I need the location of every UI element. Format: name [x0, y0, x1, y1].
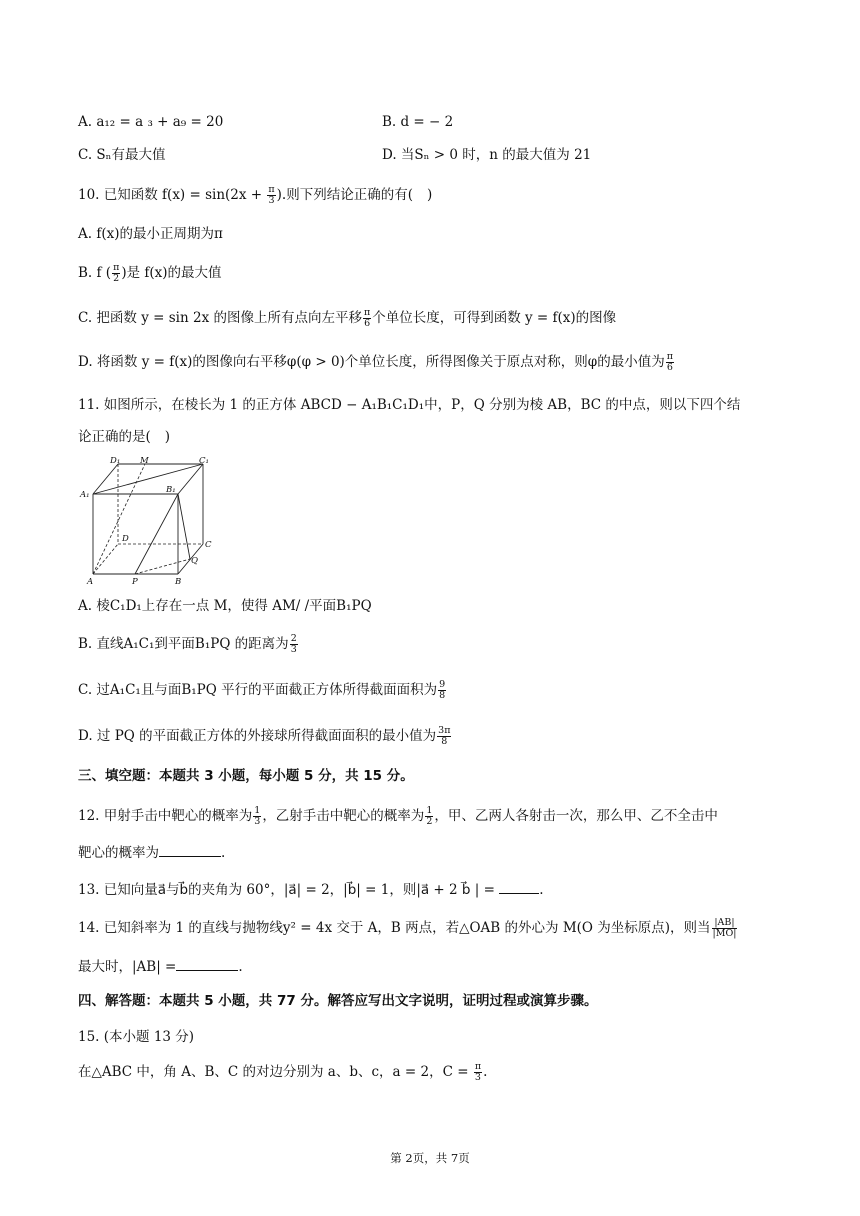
q10-stem: [78, 185, 432, 206]
q14-line2-text: 最大时，|AB| =: [78, 959, 177, 975]
q13-text: 13. 已知向量a⃗与b⃗的夹角为 60°，|a⃗| = 2，|b⃗| = 1，则|a⃗ + 2 b⃗ | =: [78, 882, 495, 898]
q10-option-c: [78, 308, 616, 329]
fraction-denominator: 2: [426, 816, 433, 827]
hidden-segment-p-q: [135, 559, 190, 574]
fraction-numerator: π: [666, 351, 674, 362]
fraction-numerator: π: [113, 262, 120, 273]
q14-line1-pre: 14. 已知斜率为 1 的直线与抛物线y² = 4x 交于 A，B 两点，若△OAB 的外心为 M(O 为坐标原点)，则当: [78, 920, 711, 936]
q10-stem-arg-pre: (2x +: [225, 187, 267, 203]
q15-body-end: .: [483, 1064, 488, 1080]
q12-line1-post: ，甲、乙两人各射击一次，那么甲、乙不全击中: [434, 808, 718, 824]
q10-option-b-pre: B. f: [78, 265, 102, 281]
label-b1: B₁: [166, 485, 176, 495]
label-d1: D₁: [110, 456, 121, 466]
q12-line1: [78, 806, 718, 827]
fraction-numerator: 1: [254, 805, 261, 816]
segment-a1-c1: [93, 464, 203, 494]
q9-option-d: D. 当Sₙ > 0 时，n 的最大值为 21: [382, 147, 592, 163]
q10-option-d: [78, 352, 675, 373]
q14-answer-blank[interactable]: [176, 958, 238, 971]
section-3-heading: 三、填空题：本题共 3 小题，每小题 5 分，共 15 分。: [78, 768, 414, 784]
fraction-denominator: 3: [254, 816, 261, 827]
q12-fraction-1: [253, 806, 261, 827]
q9-option-b: B. d = − 2: [382, 114, 454, 130]
label-a1: A₁: [80, 490, 90, 500]
fraction-denominator: 8: [439, 690, 446, 701]
q11-option-b-pre: B. 直线A₁C₁到平面B₁PQ 的距离为: [78, 636, 289, 652]
q12-line2: [78, 844, 225, 862]
fraction-denominator: 8: [441, 736, 448, 747]
q11-option-c-fraction: [438, 680, 446, 701]
label-c1: C₁: [199, 456, 209, 466]
page-footer: 第 2页，共 7页: [390, 1151, 470, 1165]
hidden-segment-a-m: [93, 464, 145, 574]
fraction-numerator: 3π: [438, 725, 451, 736]
q11-stem-line2-close: ): [164, 429, 171, 445]
q10-option-a: A. f(x)的最小正周期为π: [78, 226, 223, 242]
q11-stem-line2: [78, 428, 170, 446]
fraction-numerator: π: [363, 307, 371, 318]
edge-a1-d1: [93, 464, 118, 494]
q12-fraction-2: [425, 806, 433, 827]
q13-answer-blank[interactable]: [499, 881, 539, 894]
q11-stem-line2-text: 论正确的是(: [78, 429, 151, 445]
fraction-denominator: 3: [474, 1072, 481, 1083]
edge-c1-b1: [178, 464, 203, 494]
q10-stem-post: ).则下列结论正确的有(: [276, 187, 413, 203]
q11-option-b-fraction: [290, 634, 298, 655]
fraction-numerator: |AB|: [712, 918, 738, 929]
q14-line2-end: .: [238, 959, 243, 975]
q11-option-b: [78, 634, 299, 655]
label-p: P: [132, 577, 138, 587]
section-4-heading: 四、解答题：本题共 5 小题，共 77 分。解答应写出文字说明，证明过程或演算步骤。: [78, 993, 598, 1009]
q14-fraction: [712, 918, 738, 939]
fraction-denominator: 3: [290, 644, 297, 655]
fraction-denominator: 6: [666, 362, 673, 373]
label-q: Q: [191, 556, 198, 566]
q13-end: .: [539, 882, 544, 898]
q10-option-c-fraction: [363, 308, 371, 329]
segment-b1-p: [135, 494, 178, 574]
q10-option-b-post: 是 f(x)的最大值: [126, 265, 222, 281]
q10-option-d-pre: D. 将函数 y = f(x)的图像向右平移φ(φ > 0)个单位长度，所得图像关于原点对称，则φ的最小值为: [78, 354, 665, 370]
q11-option-c-pre: C. 过A₁C₁且与面B₁PQ 平行的平面截正方体所得截面面积为: [78, 682, 438, 698]
q11-option-c: [78, 680, 447, 701]
label-a: A: [87, 577, 94, 587]
fraction-denominator: 6: [364, 318, 371, 329]
label-m: M: [140, 456, 149, 466]
label-c: C: [205, 540, 212, 550]
q11-stem-line1: 11. 如图所示，在棱长为 1 的正方体 ABCD − A₁B₁C₁D₁中，P，Q 分别为棱 AB，BC 的中点，则以下四个结: [78, 397, 741, 413]
q10-option-c-pre: C. 把函数 y = sin 2x 的图像上所有点向左平移: [78, 310, 362, 326]
q10-option-d-fraction: [666, 352, 674, 373]
q11-option-d: [78, 726, 452, 747]
fraction-numerator: 1: [426, 805, 433, 816]
q10-option-c-post: 个单位长度，可得到函数 y = f(x)的图像: [372, 310, 617, 326]
fraction-denominator: |MO|: [712, 928, 737, 939]
q12-line2-text: 靶心的概率为: [78, 845, 159, 861]
q10-option-b-fraction: [112, 263, 120, 284]
q10-option-b: [78, 263, 222, 284]
label-d: D: [122, 534, 129, 544]
fraction-numerator: 2: [290, 633, 297, 644]
q9-option-c: C. Sₙ有最大值: [78, 147, 166, 163]
label-b: B: [175, 577, 182, 587]
q14-line2: [78, 958, 243, 976]
hidden-edge-a-d: [93, 544, 118, 574]
q10-option-b-paren-left: (: [105, 265, 112, 281]
fraction-numerator: 9: [439, 679, 446, 690]
q15-fraction: [474, 1062, 482, 1083]
q12-answer-blank[interactable]: [159, 844, 221, 857]
q14-line1: [78, 918, 738, 939]
q10-stem-fraction: [267, 185, 275, 206]
cube-figure: [78, 454, 228, 588]
segment-b1-q: [178, 494, 190, 559]
q15-body: [78, 1062, 487, 1083]
q9-option-a: A. a₁₂ = a ₃ + a₉ = 20: [78, 114, 224, 130]
fraction-numerator: π: [268, 184, 275, 195]
q15-body-pre: 在△ABC 中，角 A、B、C 的对边分别为 a、b、c，a = 2，C =: [78, 1064, 469, 1080]
fraction-denominator: 2: [113, 273, 120, 284]
q12-line1-pre: 12. 甲射手击中靶心的概率为: [78, 808, 253, 824]
fraction-denominator: 3: [268, 195, 275, 206]
q13-line: [78, 881, 544, 899]
q12-line1-mid: ，乙射手击中靶心的概率为: [262, 808, 425, 824]
q15-title: 15. (本小题 13 分): [78, 1029, 195, 1045]
q11-option-d-fraction: [437, 726, 451, 747]
q10-stem-pre: 10. 已知函数 f(x) = sin: [78, 187, 226, 203]
q11-option-a: A. 棱C₁D₁上存在一点 M，使得 AM/ /平面B₁PQ: [78, 598, 372, 614]
q11-option-d-pre: D. 过 PQ 的平面截正方体的外接球所得截面面积的最小值为: [78, 728, 437, 744]
q10-stem-close: ): [426, 187, 433, 203]
q10-option-b-paren-right: ): [121, 265, 127, 281]
q12-line2-end: .: [221, 845, 226, 861]
fraction-numerator: π: [474, 1061, 482, 1072]
